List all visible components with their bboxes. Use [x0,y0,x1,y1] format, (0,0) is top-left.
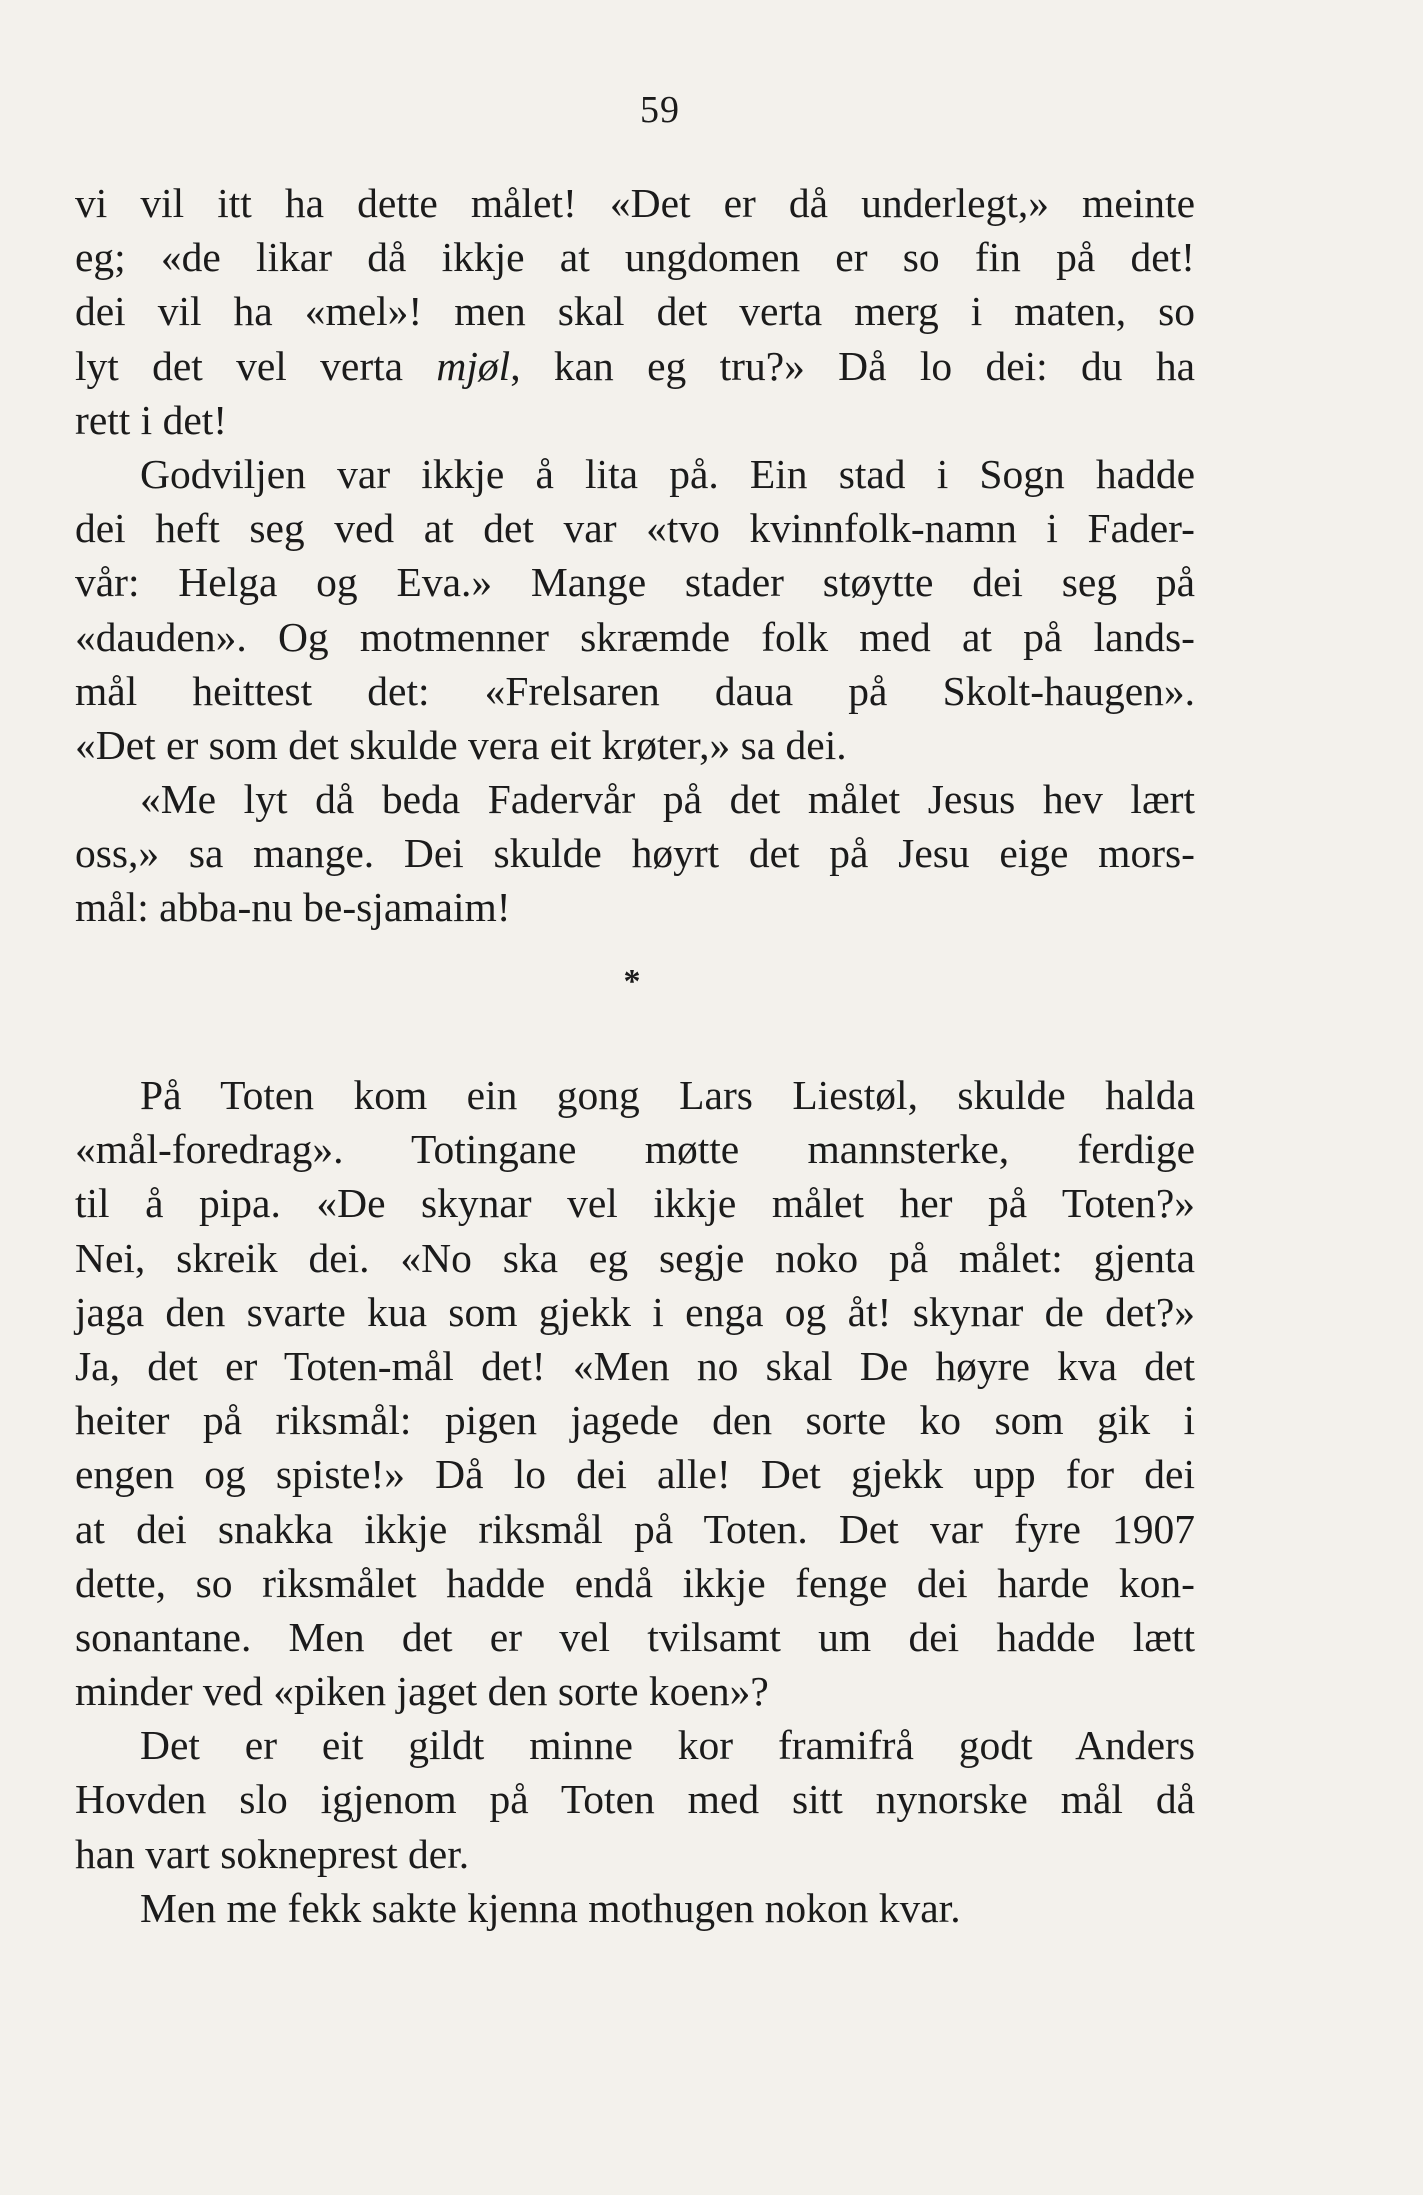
text-line: dei vil ha «mel»! men skal det verta merg i maten, so [75,288,1195,335]
text-line-with-italic [75,339,1195,393]
text-line: engen og spiste!» Då lo dei alle! Det gjekk upp for dei [75,1451,1195,1498]
text-line: minder ved «piken jaget den sorte koen»? [75,1668,769,1715]
text-line: til å pipa. «De skynar vel ikkje målet her på Toten?» [75,1180,1195,1227]
text-line: dette, so riksmålet hadde endå ikkje fenge dei harde kon- [75,1559,1195,1606]
text-line: han vart sokneprest der. [75,1830,470,1877]
text-line: heiter på riksmål: pigen jagede den sorte ko som gik i [75,1397,1195,1444]
paragraph-start-line: Det er eit gildt minne kor framifrå godt Anders [140,1722,1195,1769]
text-line: rett i det! [75,396,228,443]
paragraph-start-line: Godviljen var ikkje å lita på. Ein stad i Sogn hadde [140,450,1195,497]
text-section-2 [75,1068,1195,1935]
text-line: «Det er som det skulde vera eit krøter,» sa dei. [75,721,847,768]
text-section-1 [75,176,1195,935]
text-line: Ja, det er Toten-mål det! «Men no skal De høyre kva det [75,1342,1195,1389]
text-line: Hovden slo igjenom på Toten med sitt nynorske mål då [75,1776,1195,1823]
section-separator-asterisk: * [623,963,641,1000]
text-line: dei heft seg ved at det var «tvo kvinnfolk-namn i Fader- [75,505,1195,552]
text-line: mål: abba-nu be-sjamaim! [75,884,511,931]
page-number: 59 [640,89,680,131]
text-line: eg; «de likar då ikkje at ungdomen er so fin på det! [75,234,1195,281]
text-line: at dei snakka ikkje riksmål på Toten. Det var fyre 1907 [75,1505,1195,1552]
text-line: jaga den svarte kua som gjekk i enga og åt! skynar de det?» [75,1288,1195,1335]
paragraph-start-line: «Me lyt då beda Fadervår på det målet Jesus hev lært [140,776,1195,823]
text-line: mål heittest det: «Frelsaren daua på Skolt-haugen». [75,667,1195,714]
text-line: vår: Helga og Eva.» Mange stader støytte dei seg på [75,559,1195,606]
paragraph-start-line: På Toten kom ein gong Lars Liestøl, skulde halda [140,1072,1195,1118]
paragraph-start-line: Men me fekk sakte kjenna mothugen nokon kvar. [140,1884,961,1931]
text-line: sonantane. Men det er vel tvilsamt um dei hadde lætt [75,1613,1195,1660]
text-line: «mål-foredrag». Totingane møtte mannsterke, ferdige [75,1126,1195,1173]
text-line: Nei, skreik dei. «No ska eg segje noko på målet: gjenta [75,1234,1195,1281]
text-line: vi vil itt ha dette målet! «Det er då underlegt,» meinte [75,180,1195,226]
text-fragment: lyt det vel verta [75,342,437,389]
text-line: oss,» sa mange. Dei skulde høyrt det på Jesu eige mors- [75,830,1195,877]
text-fragment: , kan eg tru?» Då lo dei: du ha [510,342,1195,389]
italic-word: mjøl [436,342,511,389]
text-line: «dauden». Og motmenner skræmde folk med at på lands- [75,613,1195,660]
